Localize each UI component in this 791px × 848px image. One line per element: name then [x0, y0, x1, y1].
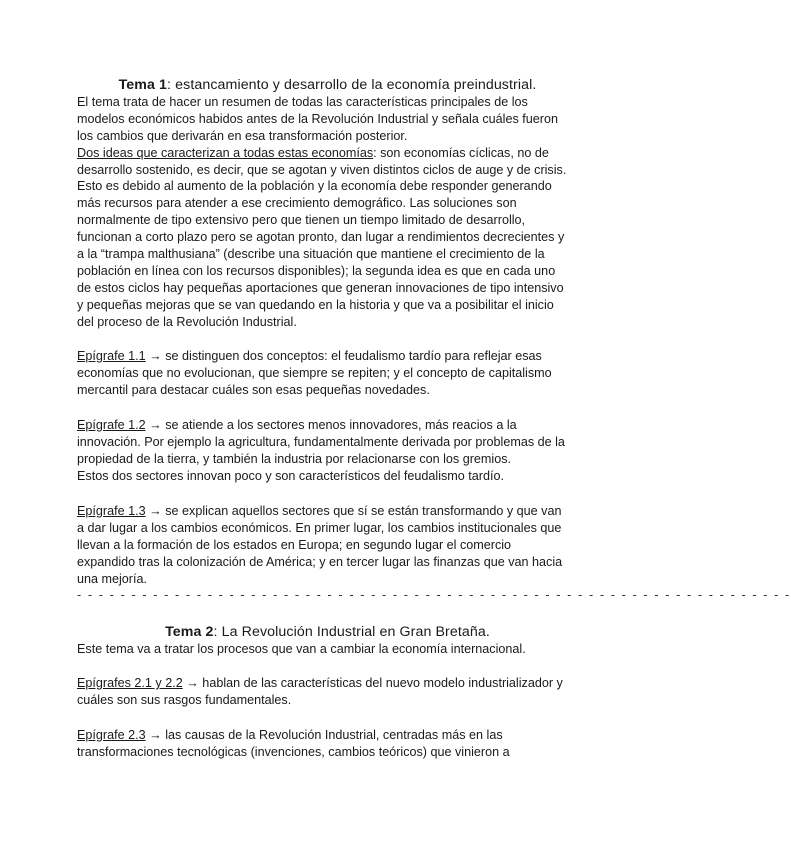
epigrafe-first-rest: → las causas de la Revolución Industrial, centradas más en las	[145, 728, 503, 742]
text-line: innovación. Por ejemplo la agricultura, fundamentalmente derivada por problemas de la	[77, 434, 565, 449]
text-line: cuáles son sus rasgos fundamentales.	[77, 692, 292, 707]
text-line: y pequeñas mejoras que se van quedando en la historia y que va a posibilitar el inicio	[77, 297, 554, 312]
tema1-intro-paragraph	[77, 94, 577, 330]
epigrafes-2-1-2-2-label: Epígrafes 2.1 y 2.2	[77, 676, 183, 690]
tema1-title-text: : estancamiento y desarrollo de la economía preindustrial.	[167, 77, 537, 93]
epigrafes-2-1-2-2-paragraph	[77, 675, 577, 709]
ideas-first-rest: : son economías cíclicas, no de	[373, 145, 549, 160]
text-line: expandido tras la colonización de América; y en tercer lugar las finanzas que van hacia	[77, 554, 563, 569]
tema2-title-text: : La Revolución Industrial en Gran Bretaña.	[213, 624, 490, 640]
text-line: funcionan a corto plazo pero se agotan pronto, dan lugar a rendimientos decrecientes y	[77, 230, 565, 245]
text-line: una mejoría.	[77, 571, 148, 586]
text-line: del proceso de la Revolución Industrial.	[77, 314, 297, 329]
text-line: a dar lugar a los cambios económicos. En primer lugar, los cambios institucionales que	[77, 520, 562, 535]
text-line: Estos dos sectores innovan poco y son característicos del feudalismo tardío.	[77, 468, 505, 483]
text-line: propiedad de la tierra, y también la industria por relacionarse con los gremios.	[77, 451, 512, 466]
text-line: los cambios que derivarán en esa transformación posterior.	[77, 128, 408, 143]
text-line: mercantil para destacar cuáles son esas pequeñas novedades.	[77, 382, 430, 397]
tema2-label: Tema 2	[165, 624, 214, 640]
text-line: a la “trampa malthusiana” (describe una situación que mantiene el crecimiento de la	[77, 247, 545, 262]
tema1-label: Tema 1	[118, 77, 168, 93]
text-line: desarrollo sostenido, es decir, que se agotan y viven distintos ciclos de auge y de crisis.	[77, 162, 567, 177]
epigrafe-1-2-label: Epígrafe 1.2	[77, 418, 146, 432]
epigrafe-2-3-label: Epígrafe 2.3	[77, 728, 146, 742]
ideas-first-line	[77, 145, 577, 162]
text-line: modelos económicos habidos antes de la Revolución Industrial y señala cuáles fueron	[77, 111, 558, 126]
epigrafe-1-1-label: Epígrafe 1.1	[77, 349, 146, 363]
text-line: transformaciones tecnológicas (invenciones, cambios teóricos) que vinieron a	[77, 744, 510, 759]
epigrafe-first-line	[77, 503, 577, 520]
tema2-title	[0, 624, 655, 641]
epigrafe-1-1-paragraph	[77, 348, 577, 399]
text-line: de estos ciclos hay pequeñas aportaciones que generan innovaciones de tipo intensivo	[77, 280, 564, 295]
epigrafe-2-3-paragraph	[77, 727, 577, 761]
ideas-label: Dos ideas que caracterizan a todas estas economías	[77, 145, 374, 160]
epigrafe-1-3-label: Epígrafe 1.3	[77, 504, 146, 518]
epigrafe-1-2-paragraph	[77, 417, 577, 485]
text-line: Esto es debido al aumento de la población y la economía debe responder generando	[77, 179, 552, 194]
text-line: llevan a la formación de los estados en Europa; en segundo lugar el comercio	[77, 537, 512, 552]
section-divider: - - - - - - - - - - - - - - - - - - - - - - - - - - - - - - - - - - - - - - - - - - - - - - - - - - - - - - - - - - - - - - - - - -	[77, 588, 791, 602]
text-line: El tema trata de hacer un resumen de todas las características principales de los	[77, 95, 528, 109]
text-line: Este tema va a tratar los procesos que van a cambiar la economía internacional.	[77, 642, 526, 656]
tema1-title	[0, 77, 655, 94]
text-line: más recursos para atender a ese crecimiento demográfico. Las soluciones son	[77, 196, 517, 211]
epigrafe-first-line	[77, 675, 577, 692]
text-line: población en línea con los recursos disponibles); la segunda idea es que en cada uno	[77, 263, 556, 278]
epigrafe-first-rest: → se atiende a los sectores menos innovadores, más reacios a la	[145, 418, 517, 432]
text-line: economías que no evolucionan, que siempre se repiten; y el concepto de capitalismo	[77, 365, 552, 380]
epigrafe-first-line	[77, 348, 577, 365]
epigrafe-1-3-paragraph	[77, 503, 577, 587]
epigrafe-first-rest: → hablan de las características del nuevo modelo industrializador y	[182, 676, 563, 690]
tema2-intro-paragraph	[77, 641, 577, 658]
epigrafe-first-rest: → se explican aquellos sectores que sí se están transformando y que van	[145, 504, 562, 518]
epigrafe-first-line	[77, 727, 577, 744]
text-line: normalmente de tipo extensivo pero que tienen un tiempo limitado de desarrollo,	[77, 213, 526, 228]
epigrafe-first-rest: → se distinguen dos conceptos: el feudalismo tardío para reflejar esas	[145, 349, 542, 363]
epigrafe-first-line	[77, 417, 577, 434]
